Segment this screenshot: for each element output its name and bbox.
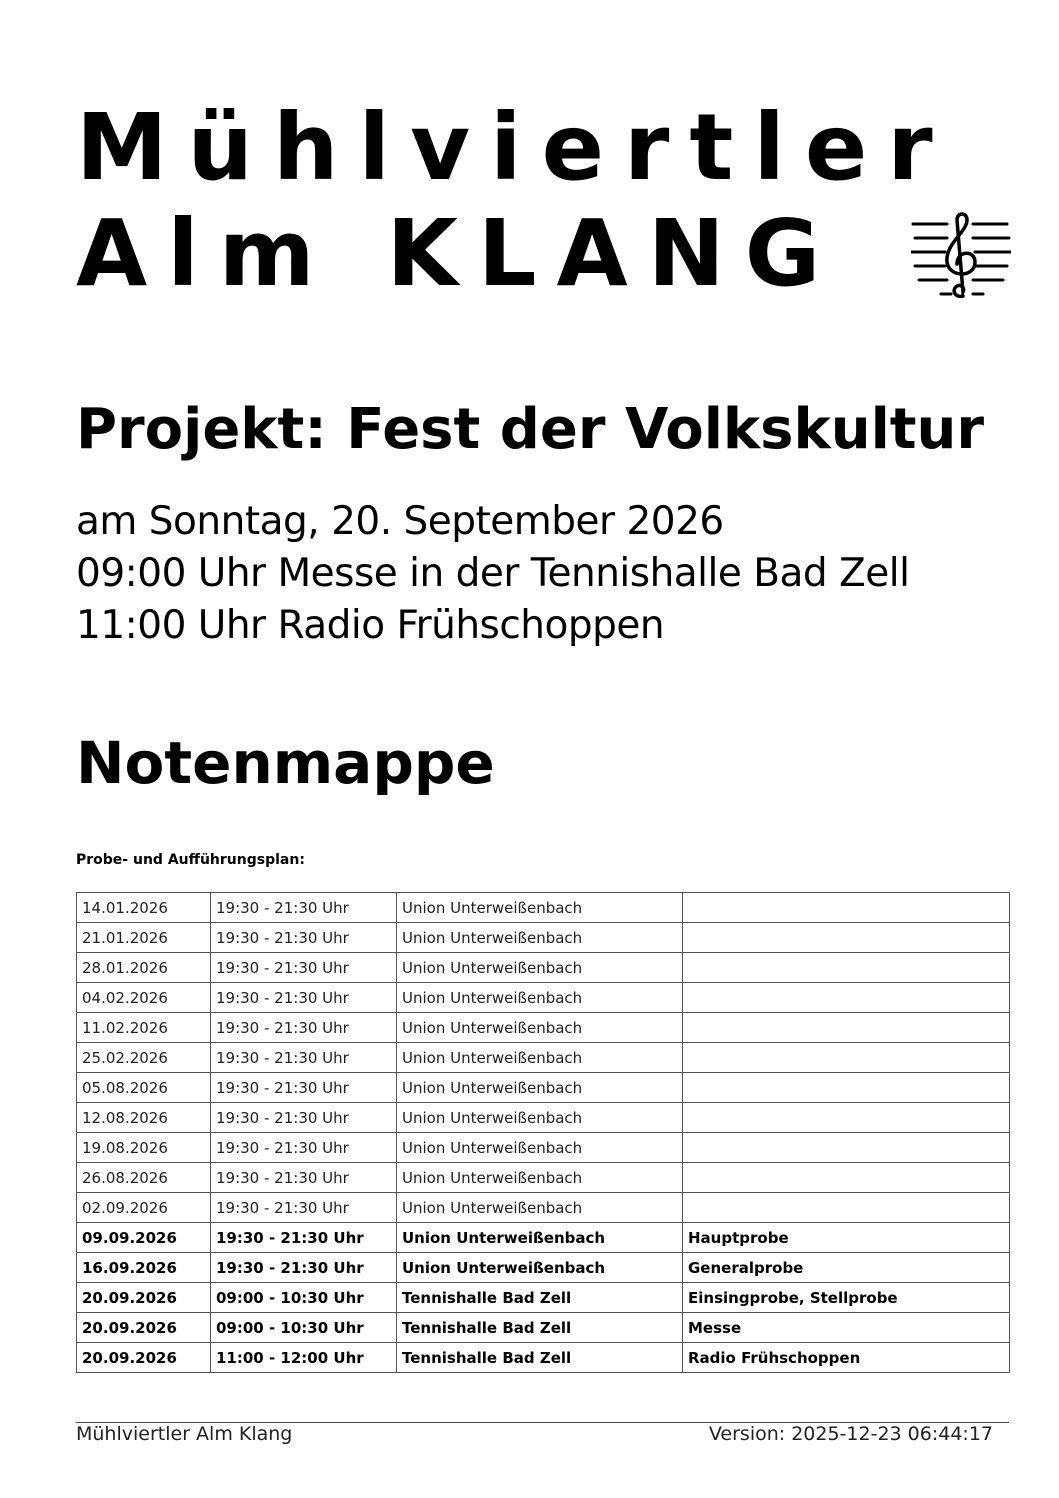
schedule-date-cell: 16.09.2026 [77,1253,211,1283]
schedule-date-cell: 02.09.2026 [77,1193,211,1223]
table-row [77,983,1010,1013]
schedule-time-cell: 19:30 - 21:30 Uhr [211,1133,397,1163]
logo-text-line2: Alm KLANG [76,200,841,307]
project-title: Projekt: Fest der Volkskultur [76,397,985,462]
schedule-note-cell [683,1073,1010,1103]
schedule-note-cell: Einsingprobe, Stellprobe [683,1283,1010,1313]
schedule-note-cell: Messe [683,1313,1010,1343]
logo-text-line1: Mühlviertler [76,94,953,201]
schedule-place-cell: Tennishalle Bad Zell [397,1343,683,1373]
schedule-note-cell [683,923,1010,953]
table-row [77,1073,1010,1103]
schedule-note-cell [683,893,1010,923]
schedule-note-cell [683,1043,1010,1073]
table-row [77,893,1010,923]
schedule-date-cell: 21.01.2026 [77,923,211,953]
schedule-date-cell: 09.09.2026 [77,1223,211,1253]
schedule-date-cell: 20.09.2026 [77,1283,211,1313]
schedule-date-cell: 20.09.2026 [77,1343,211,1373]
schedule-time-cell: 19:30 - 21:30 Uhr [211,923,397,953]
table-row [77,1043,1010,1073]
schedule-date-cell: 19.08.2026 [77,1133,211,1163]
schedule-note-cell: Hauptprobe [683,1223,1010,1253]
schedule-note-cell [683,1193,1010,1223]
document-title: Notenmappe [76,729,495,797]
schedule-note-cell [683,953,1010,983]
table-row [77,953,1010,983]
schedule-time-cell: 11:00 - 12:00 Uhr [211,1343,397,1373]
schedule-body [77,893,1010,1373]
schedule-place-cell: Union Unterweißenbach [397,893,683,923]
table-row [77,1103,1010,1133]
schedule-place-cell: Union Unterweißenbach [397,953,683,983]
table-row [77,1193,1010,1223]
event-date: am Sonntag, 20. September 2026 [76,499,724,544]
schedule-place-cell: Union Unterweißenbach [397,1163,683,1193]
table-row [77,1313,1010,1343]
table-row [77,1013,1010,1043]
schedule-place-cell: Union Unterweißenbach [397,983,683,1013]
schedule-place-cell: Union Unterweißenbach [397,1043,683,1073]
table-row [77,923,1010,953]
schedule-time-cell: 19:30 - 21:30 Uhr [211,1013,397,1043]
schedule-time-cell: 19:30 - 21:30 Uhr [211,983,397,1013]
event-details [76,496,909,652]
event-radio-time: 11:00 Uhr Radio Frühschoppen [76,603,665,648]
schedule-time-cell: 09:00 - 10:30 Uhr [211,1313,397,1343]
schedule-time-cell: 19:30 - 21:30 Uhr [211,953,397,983]
schedule-time-cell: 19:30 - 21:30 Uhr [211,1103,397,1133]
schedule-note-cell: Radio Frühschoppen [683,1343,1010,1373]
schedule-date-cell: 26.08.2026 [77,1163,211,1193]
table-row [77,1223,1010,1253]
schedule-date-cell: 20.09.2026 [77,1313,211,1343]
treble-clef-icon [911,210,1011,300]
schedule-time-cell: 19:30 - 21:30 Uhr [211,1193,397,1223]
schedule-date-cell: 11.02.2026 [77,1013,211,1043]
schedule-time-cell: 19:30 - 21:30 Uhr [211,1223,397,1253]
schedule-note-cell [683,1013,1010,1043]
table-row [77,1283,1010,1313]
schedule-time-cell: 09:00 - 10:30 Uhr [211,1283,397,1313]
schedule-note-cell [683,1103,1010,1133]
schedule-date-cell: 28.01.2026 [77,953,211,983]
schedule-date-cell: 05.08.2026 [77,1073,211,1103]
table-row [77,1163,1010,1193]
schedule-place-cell: Union Unterweißenbach [397,1073,683,1103]
schedule-date-cell: 04.02.2026 [77,983,211,1013]
footer-version: Version: 2025-12-23 06:44:17 [708,1423,993,1445]
table-row [77,1133,1010,1163]
schedule-note-cell [683,1133,1010,1163]
schedule-place-cell: Union Unterweißenbach [397,1223,683,1253]
schedule-time-cell: 19:30 - 21:30 Uhr [211,1073,397,1103]
footer-organization: Mühlviertler Alm Klang [76,1423,293,1445]
plan-label: Probe- und Aufführungsplan: [76,852,305,868]
schedule-time-cell: 19:30 - 21:30 Uhr [211,1163,397,1193]
logo [76,94,1016,307]
schedule-date-cell: 25.02.2026 [77,1043,211,1073]
schedule-place-cell: Tennishalle Bad Zell [397,1313,683,1343]
schedule-note-cell [683,1163,1010,1193]
schedule-place-cell: Union Unterweißenbach [397,1193,683,1223]
schedule-time-cell: 19:30 - 21:30 Uhr [211,1253,397,1283]
schedule-date-cell: 14.01.2026 [77,893,211,923]
table-row [77,1253,1010,1283]
schedule-note-cell: Generalprobe [683,1253,1010,1283]
table-row [77,1343,1010,1373]
schedule-place-cell: Union Unterweißenbach [397,1013,683,1043]
schedule-time-cell: 19:30 - 21:30 Uhr [211,1043,397,1073]
schedule-table [76,892,1010,1373]
schedule-place-cell: Union Unterweißenbach [397,1133,683,1163]
schedule-date-cell: 12.08.2026 [77,1103,211,1133]
schedule-note-cell [683,983,1010,1013]
schedule-place-cell: Union Unterweißenbach [397,923,683,953]
schedule-place-cell: Union Unterweißenbach [397,1103,683,1133]
schedule-time-cell: 19:30 - 21:30 Uhr [211,893,397,923]
event-mass-time: 09:00 Uhr Messe in der Tennishalle Bad Zell [76,551,910,596]
schedule-place-cell: Tennishalle Bad Zell [397,1283,683,1313]
schedule-place-cell: Union Unterweißenbach [397,1253,683,1283]
